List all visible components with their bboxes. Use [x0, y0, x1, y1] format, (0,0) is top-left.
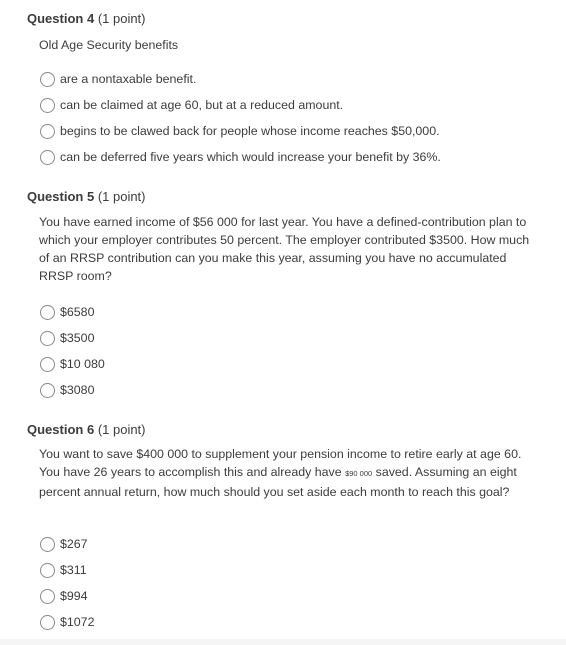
question-6-stem-small-amount: $90 000: [345, 469, 373, 478]
option-label: $6580: [60, 305, 95, 319]
radio-button[interactable]: [40, 124, 55, 139]
question-4-stem: Old Age Security benefits: [39, 38, 179, 52]
option-label: $311: [60, 563, 87, 577]
option-label: $1072: [60, 615, 95, 629]
option-label: $10 080: [60, 357, 105, 371]
question-4-option-1[interactable]: [40, 69, 196, 89]
radio-button[interactable]: [40, 589, 55, 604]
question-5-title: Question 5: [27, 189, 95, 204]
question-6-points: (1 point): [97, 422, 146, 437]
option-label: $3500: [60, 331, 95, 345]
question-6-option-2[interactable]: [40, 560, 87, 580]
question-5-option-1[interactable]: [40, 302, 94, 322]
radio-button[interactable]: [40, 98, 55, 113]
radio-button[interactable]: [40, 615, 55, 630]
question-4-option-2[interactable]: [40, 95, 343, 115]
question-6-title: Question 6: [27, 422, 95, 437]
question-5-stem: You have earned income of $56 000 for last year. You have a defined-contribution plan to which your employer contributes 50 percent. The employer contributed $3500. How much of an RRSP contribution can you make this year, assuming you have no accumulated RRSP room?: [39, 215, 530, 283]
option-label: $267: [60, 537, 88, 551]
option-label: can be deferred five years which would increase your benefit by 36%.: [60, 150, 441, 164]
option-label: $3080: [60, 383, 95, 397]
question-5-option-4[interactable]: [40, 380, 94, 400]
question-4-points: (1 point): [97, 11, 146, 26]
question-6-stem-part-2: saved. Assuming an eight percent annual return, how much should you set aside each month to reach this goal?: [39, 465, 517, 499]
radio-button[interactable]: [40, 150, 55, 165]
radio-button[interactable]: [40, 305, 55, 320]
question-4-option-3[interactable]: [40, 121, 440, 141]
question-6-option-4[interactable]: [40, 612, 94, 632]
option-label: can be claimed at age 60, but at a reduced amount.: [60, 98, 344, 112]
question-6-stem: [39, 445, 534, 501]
question-5-option-2[interactable]: [40, 328, 94, 348]
question-6-header: [27, 422, 146, 437]
option-label: are a nontaxable benefit.: [60, 72, 197, 86]
question-6-option-3[interactable]: [40, 586, 88, 606]
radio-button[interactable]: [40, 537, 55, 552]
option-label: $994: [60, 589, 88, 603]
radio-button[interactable]: [40, 563, 55, 578]
option-label: begins to be clawed back for people whose income reaches $50,000.: [60, 124, 440, 138]
radio-button[interactable]: [40, 383, 55, 398]
question-4-header: [27, 11, 146, 26]
question-4-option-4[interactable]: [40, 147, 441, 167]
question-5-points: (1 point): [97, 189, 146, 204]
question-6-option-1[interactable]: [40, 534, 88, 554]
question-5-header: [27, 189, 146, 204]
radio-button[interactable]: [40, 72, 55, 87]
question-6-stem-part-1: You want to save $400 000 to supplement your pension income to retire early at age 60. You have 26 years to accomplish this and already have: [39, 447, 522, 479]
question-4-title: Question 4: [27, 11, 95, 26]
bottom-divider: [0, 639, 566, 645]
question-5-option-3[interactable]: [40, 354, 105, 374]
radio-button[interactable]: [40, 331, 55, 346]
radio-button[interactable]: [40, 357, 55, 372]
